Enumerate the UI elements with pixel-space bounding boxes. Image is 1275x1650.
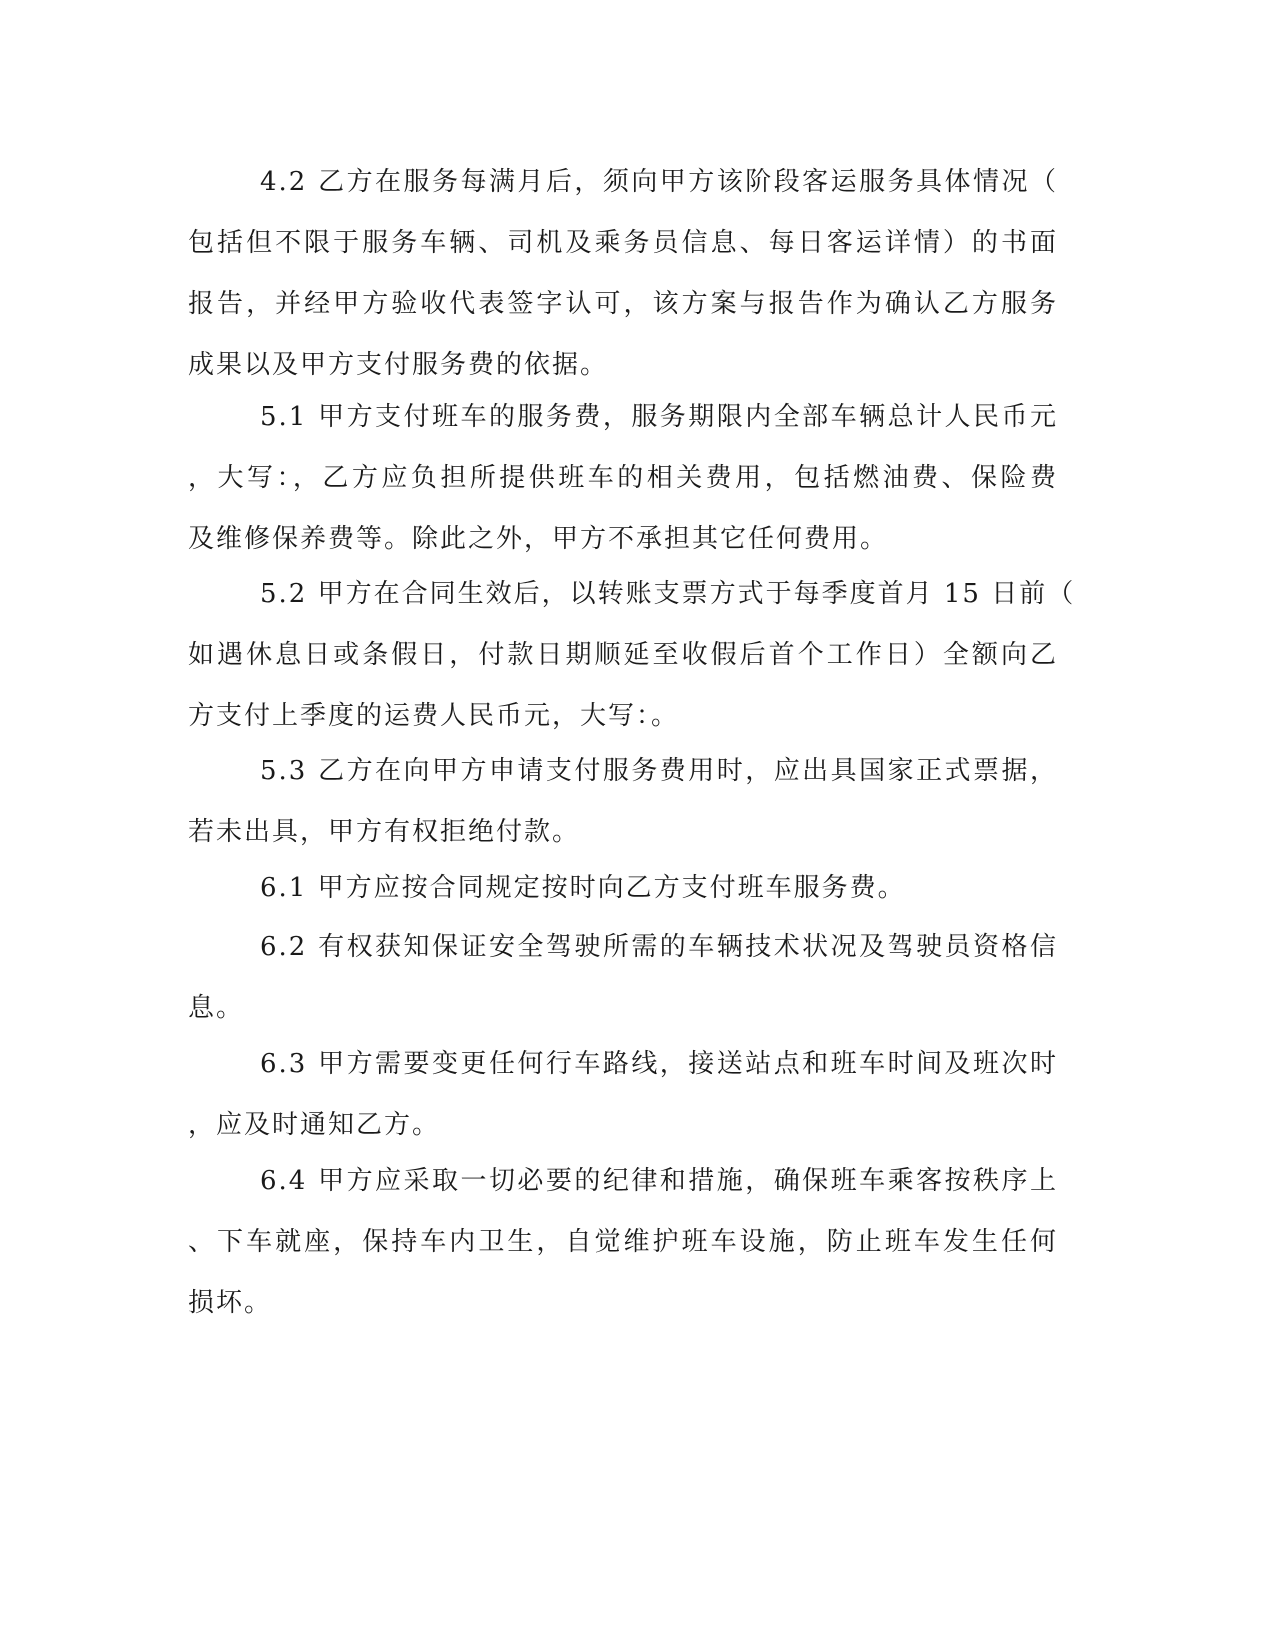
clause-line: 5.2 甲方在合同生效后，以转账支票方式于每季度首月 15 日前（ [260, 579, 1076, 609]
clause-line: 5.3 乙方在向甲方申请支付服务费用时，应出具国家正式票据， [260, 756, 1058, 786]
clause-6-4 [188, 1151, 1058, 1334]
clause-line: 4.2 乙方在服务每满月后，须向甲方该阶段客运服务具体情况（ [260, 167, 1058, 197]
clause-line: 及维修保养费等。除此之外，甲方不承担其它任何费用。 [188, 524, 889, 554]
clause-line: 6.2 有权获知保证安全驾驶所需的车辆技术状况及驾驶员资格信 [260, 932, 1058, 962]
clause-line: 息。 [188, 993, 245, 1023]
clause-6-1 [188, 858, 1058, 919]
clause-line: 包括但不限于服务车辆、司机及乘务员信息、每日客运详情）的书面 [188, 228, 1058, 258]
clause-5-3 [188, 741, 1058, 863]
clause-line: 方支付上季度的运费人民币元，大写：。 [188, 701, 680, 731]
clause-line: 6.4 甲方应采取一切必要的纪律和措施，确保班车乘客按秩序上 [260, 1166, 1058, 1196]
clause-line: 成果以及甲方支付服务费的依据。 [188, 350, 609, 380]
clause-line: 5.1 甲方支付班车的服务费，服务期限内全部车辆总计人民币元 [260, 402, 1058, 432]
clause-line: 如遇休息日或条假日，付款日期顺延至收假后首个工作日）全额向乙 [188, 640, 1058, 670]
clause-5-2 [188, 564, 1076, 747]
clause-6-2 [188, 917, 1058, 1039]
clause-6-3 [188, 1034, 1058, 1156]
clause-line: 6.3 甲方需要变更任何行车路线，接送站点和班车时间及班次时 [260, 1049, 1058, 1079]
clause-line: 损坏。 [188, 1288, 273, 1318]
clause-4-2 [188, 152, 1058, 396]
clause-line: 、下车就座，保持车内卫生，自觉维护班车设施，防止班车发生任何 [188, 1227, 1058, 1257]
clause-5-1 [188, 387, 1058, 570]
clause-line: 若未出具，甲方有权拒绝付款。 [188, 817, 581, 847]
clause-line: ，应及时通知乙方。 [188, 1110, 441, 1140]
clause-line: ，大写：，乙方应负担所提供班车的相关费用，包括燃油费、保险费 [188, 463, 1058, 493]
clause-line: 报告，并经甲方验收代表签字认可，该方案与报告作为确认乙方服务 [188, 289, 1058, 319]
clause-line: 6.1 甲方应按合同规定按时向乙方支付班车服务费。 [260, 873, 906, 903]
